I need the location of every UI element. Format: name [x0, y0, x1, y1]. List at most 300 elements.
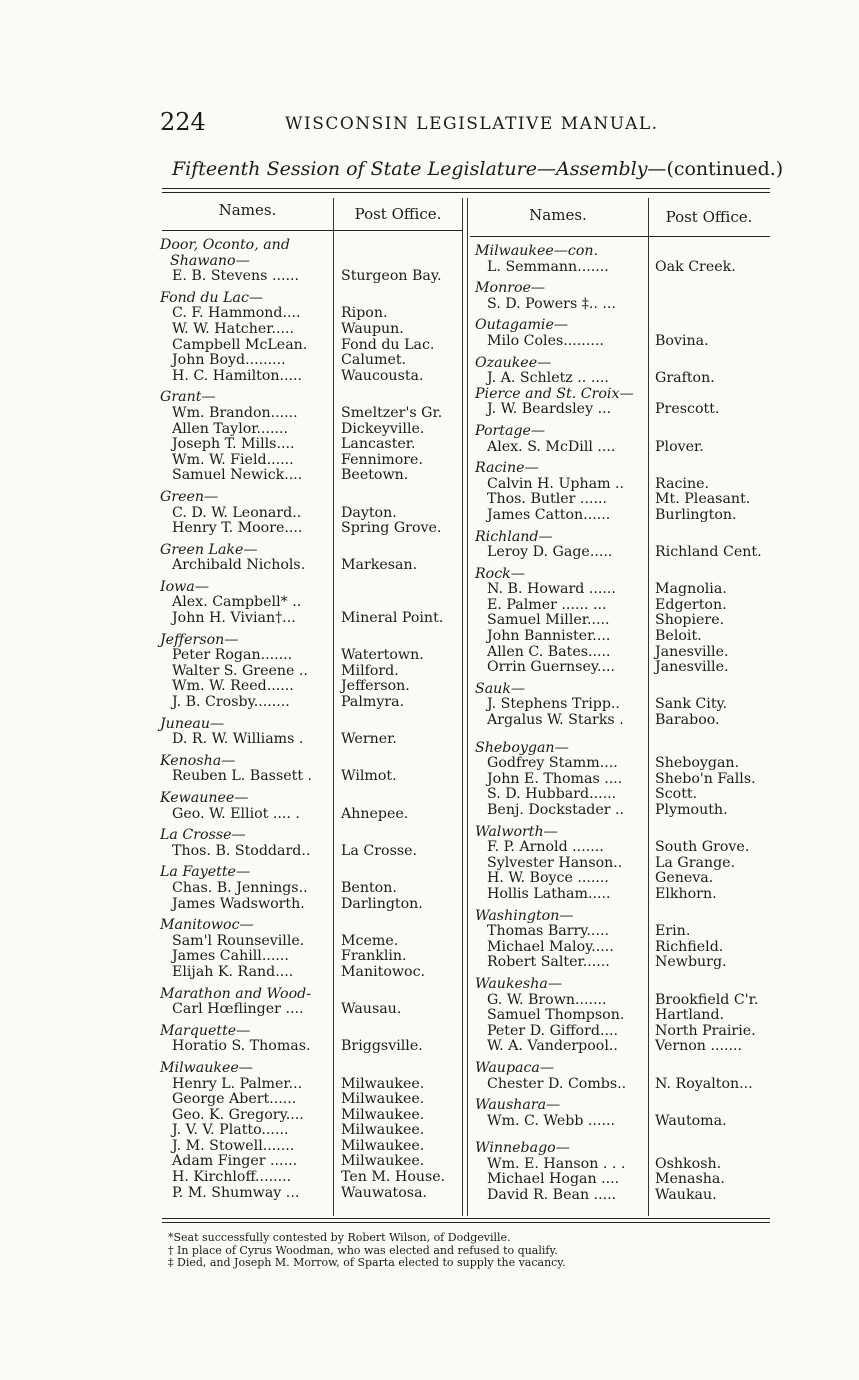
member-name: John Boyd.........	[172, 352, 286, 369]
post-office: Mceme.	[341, 932, 399, 949]
post-office: Wausau.	[341, 1001, 402, 1018]
post-office: Waukau.	[655, 1187, 717, 1204]
caption-plain: (continued.)	[666, 158, 784, 180]
header-rule-left	[162, 230, 462, 231]
county-heading	[475, 318, 770, 334]
post-office: La Grange.	[655, 854, 736, 871]
post-office: Mineral Point.	[341, 610, 444, 627]
member-name: John H. Vivian†...	[172, 610, 296, 627]
county-name: Outagamie—	[475, 317, 569, 334]
member-row	[475, 1008, 770, 1024]
county-name: Juneau—	[160, 715, 225, 732]
member-row	[160, 1108, 460, 1124]
footnote-seat: *Seat successfully contested by Robert Wilson, of Dodgeville.	[168, 1231, 511, 1244]
county-name: Marathon and Wood-	[160, 985, 312, 1002]
county-name: Green—	[160, 488, 219, 505]
member-row	[475, 1172, 770, 1188]
county-heading	[160, 918, 460, 934]
member-row	[160, 769, 460, 785]
member-row	[160, 1092, 460, 1108]
running-head: WISCONSIN LEGISLATIVE MANUAL.	[285, 114, 659, 134]
left-column	[160, 238, 460, 1201]
member-row	[475, 840, 770, 856]
member-name: D. R. W. Williams .	[172, 731, 304, 748]
member-row	[475, 660, 770, 676]
member-row	[160, 506, 460, 522]
member-name: John E. Thomas ....	[487, 770, 623, 787]
post-office: La Crosse.	[341, 842, 418, 859]
member-row	[160, 679, 460, 695]
member-name: Peter Rogan.......	[172, 647, 293, 664]
county-heading	[475, 356, 770, 372]
member-row	[475, 297, 770, 313]
member-name: James Wadsworth.	[172, 895, 305, 912]
member-name: Peter D. Gifford....	[487, 1022, 618, 1039]
county-name: Jefferson—	[160, 631, 239, 648]
member-row	[475, 1188, 770, 1204]
county-heading	[475, 1141, 770, 1157]
post-office: Plymouth.	[655, 802, 728, 818]
post-office: Grafton.	[655, 370, 715, 387]
member-name: J. A. Schletz .. ....	[487, 370, 609, 387]
member-row	[160, 437, 460, 453]
member-name: Leroy D. Gage.....	[487, 544, 613, 561]
post-office: Wilmot.	[341, 768, 397, 785]
post-office: Baraboo.	[655, 712, 720, 729]
member-row	[475, 334, 770, 350]
header-rule-right	[470, 236, 770, 237]
county-heading	[475, 977, 770, 993]
member-name: Horatio S. Thomas.	[172, 1038, 311, 1055]
member-name: John Bannister....	[487, 628, 611, 645]
post-office: Wauwatosa.	[341, 1184, 428, 1201]
divider-center-b	[467, 198, 468, 1216]
member-row	[475, 260, 770, 276]
member-row	[160, 1123, 460, 1139]
county-name: La Fayette—	[160, 864, 251, 881]
member-name: Thos. Butler ......	[487, 491, 607, 508]
county-heading	[160, 754, 460, 770]
member-name: Samuel Thompson.	[487, 1007, 625, 1024]
county-heading	[160, 543, 460, 559]
post-office: Janesville.	[655, 643, 729, 660]
post-office: Milford.	[341, 662, 399, 679]
county-heading	[475, 1061, 770, 1077]
county-name: Richland—	[475, 528, 553, 545]
county-name: Rock—	[475, 565, 525, 582]
county-name: Kenosha—	[160, 752, 236, 769]
post-office: Bovina.	[655, 332, 709, 349]
post-office: Sank City.	[655, 696, 728, 713]
member-name: Allen Taylor.......	[172, 420, 289, 437]
member-row	[160, 949, 460, 965]
member-row	[475, 613, 770, 629]
member-row	[160, 322, 460, 338]
post-office: Shopiere.	[655, 612, 725, 629]
post-office: Dayton.	[341, 504, 397, 521]
member-name: J. V. V. Platto......	[172, 1122, 289, 1139]
county-name: Sheboygan—	[475, 739, 569, 756]
member-row	[160, 353, 460, 369]
post-office: Oak Creek.	[655, 258, 736, 275]
member-name: Sylvester Hanson..	[487, 854, 623, 871]
member-name: Wm. Brandon......	[172, 404, 298, 421]
member-name: George Abert......	[172, 1091, 297, 1108]
member-row	[160, 611, 460, 627]
county-heading	[160, 580, 460, 596]
member-name: Geo. K. Gregory....	[172, 1106, 304, 1123]
member-row	[475, 803, 770, 819]
member-name: Henry T. Moore....	[172, 520, 303, 537]
member-row	[475, 492, 770, 508]
member-row	[475, 940, 770, 956]
county-name: Sauk—	[475, 680, 526, 697]
member-name: L. Semmann.......	[487, 258, 609, 275]
post-office: Elkhorn.	[655, 885, 717, 902]
divider-center-a	[462, 198, 463, 1216]
post-office: Sturgeon Bay.	[341, 268, 442, 285]
county-name: Iowa—	[160, 578, 209, 595]
member-name: H. Kirchloff........	[172, 1169, 292, 1186]
right-names-heading: Names.	[529, 206, 587, 224]
county-heading	[160, 987, 460, 1003]
member-name: C. D. W. Leonard..	[172, 504, 302, 521]
member-row	[160, 1154, 460, 1170]
member-name: Wm. C. Webb ......	[487, 1112, 615, 1129]
bottom-double-rule	[162, 1218, 770, 1223]
member-row	[475, 402, 770, 418]
member-name: Reuben L. Bassett .	[172, 768, 313, 785]
member-row	[160, 306, 460, 322]
county-heading	[160, 1061, 460, 1077]
member-name: S. D. Hubbard......	[487, 786, 617, 803]
post-office: Prescott.	[655, 401, 720, 418]
member-row	[160, 1139, 460, 1155]
member-name: Carl Hœflinger ....	[172, 1001, 304, 1018]
county-heading	[160, 291, 460, 307]
member-name: Wm. W. Field......	[172, 451, 294, 468]
county-name: Kewaunee—	[160, 790, 249, 806]
member-row	[160, 934, 460, 950]
page-header	[160, 108, 770, 138]
post-office: Racine.	[655, 475, 709, 492]
member-row	[475, 787, 770, 803]
post-office: Plover.	[655, 438, 704, 455]
member-name: Thomas Barry.....	[487, 923, 609, 940]
member-name: James Catton......	[487, 506, 611, 523]
county-name: Green Lake—	[160, 541, 258, 558]
member-row	[475, 772, 770, 788]
county-heading	[160, 791, 460, 807]
member-name: Elijah K. Rand....	[172, 963, 294, 980]
member-row	[475, 713, 770, 729]
post-office: Richfield.	[655, 938, 724, 955]
county-name: Pierce and St. Croix—	[475, 385, 634, 402]
member-name: Adam Finger ......	[172, 1153, 298, 1170]
county-heading	[475, 281, 770, 297]
member-name: Joseph T. Mills....	[172, 436, 295, 453]
post-office: Magnolia.	[655, 581, 727, 598]
county-heading	[475, 424, 770, 440]
member-row	[475, 871, 770, 887]
county-name: Portage—	[475, 422, 546, 439]
county-heading	[160, 254, 460, 270]
post-office: Smeltzer's Gr.	[341, 404, 443, 421]
member-name: Samuel Miller.....	[487, 612, 610, 629]
member-name: Archibald Nichols.	[172, 557, 306, 574]
member-name: Michael Maloy.....	[487, 938, 614, 955]
post-office: Milwaukee.	[341, 1122, 425, 1139]
county-name: Shawano—	[170, 252, 250, 269]
member-name: J. M. Stowell.......	[172, 1137, 295, 1154]
right-column	[475, 244, 770, 1204]
post-office: N. Royalton...	[655, 1075, 753, 1092]
member-name: Henry L. Palmer...	[172, 1075, 303, 1092]
post-office: Burlington.	[655, 506, 737, 523]
post-office: Oshkosh.	[655, 1155, 722, 1172]
right-post-office-heading: Post Office.	[665, 208, 753, 226]
county-heading	[475, 530, 770, 546]
member-name: Campbell McLean.	[172, 336, 308, 353]
member-row	[160, 338, 460, 354]
member-name: Hollis Latham.....	[487, 885, 611, 902]
member-name: James Cahill......	[172, 948, 289, 965]
member-row	[160, 406, 460, 422]
post-office: Beloit.	[655, 628, 702, 645]
member-row	[160, 558, 460, 574]
member-name: N. B. Howard ......	[487, 581, 616, 598]
member-row	[475, 629, 770, 645]
county-heading	[475, 682, 770, 698]
member-row	[160, 468, 460, 484]
footnotes	[168, 1232, 566, 1270]
county-heading	[160, 865, 460, 881]
post-office: Wautoma.	[655, 1112, 727, 1129]
post-office: Darlington.	[341, 895, 423, 912]
county-name: Milwaukee—con.	[475, 243, 599, 259]
member-row	[475, 993, 770, 1009]
member-row	[475, 756, 770, 772]
member-name: Calvin H. Upham ..	[487, 475, 625, 492]
county-name: Waupaca—	[475, 1059, 555, 1076]
post-office: Brookfield C'r.	[655, 991, 759, 1008]
post-office: North Prairie.	[655, 1022, 756, 1039]
member-name: Samuel Newick....	[172, 467, 303, 484]
county-heading	[475, 909, 770, 925]
post-office: Manitowoc.	[341, 963, 426, 980]
member-row	[160, 965, 460, 981]
member-name: Thos. B. Stoddard..	[172, 842, 311, 859]
post-office: Benton.	[341, 879, 397, 896]
county-name: La Crosse—	[160, 827, 246, 844]
county-heading	[475, 567, 770, 583]
post-office: Vernon .......	[655, 1038, 743, 1055]
member-row	[475, 1114, 770, 1130]
member-name: S. D. Powers ‡.. ...	[487, 295, 616, 312]
member-row	[475, 440, 770, 456]
county-name: Washington—	[475, 907, 574, 924]
member-name: J. Stephens Tripp..	[487, 696, 620, 713]
post-office: South Grove.	[655, 839, 750, 856]
county-name: Manitowoc—	[160, 917, 254, 934]
member-row	[160, 881, 460, 897]
county-heading	[160, 390, 460, 406]
county-heading	[475, 825, 770, 841]
left-post-office-heading: Post Office.	[354, 205, 442, 223]
member-row	[475, 645, 770, 661]
member-row	[475, 1077, 770, 1093]
post-office: Ten M. House.	[341, 1169, 446, 1186]
post-office: Milwaukee.	[341, 1091, 425, 1108]
post-office: Palmyra.	[341, 694, 405, 711]
member-row	[160, 664, 460, 680]
county-heading	[160, 1024, 460, 1040]
post-office: Newburg.	[655, 954, 727, 971]
member-row	[475, 924, 770, 940]
county-heading	[160, 828, 460, 844]
post-office: Markesan.	[341, 557, 418, 574]
post-office: Edgerton.	[655, 596, 727, 613]
post-office: Menasha.	[655, 1171, 725, 1188]
member-row	[160, 1039, 460, 1055]
member-name: Godfrey Stamm....	[487, 755, 618, 772]
county-heading	[475, 1098, 770, 1114]
post-office: Briggsville.	[341, 1038, 423, 1055]
county-name: Winnebago—	[475, 1140, 570, 1157]
member-name: Orrin Guernsey....	[487, 659, 616, 676]
member-name: Geo. W. Elliot .... .	[172, 805, 300, 822]
member-name: J. B. Crosby........	[172, 694, 290, 711]
member-row	[475, 1157, 770, 1173]
post-office: Richland Cent.	[655, 544, 762, 561]
member-row	[475, 1024, 770, 1040]
member-name: Wm. E. Hanson . . .	[487, 1155, 626, 1172]
member-name: Sam'l Rounseville.	[172, 932, 305, 949]
county-heading	[160, 717, 460, 733]
member-name: Wm. W. Reed......	[172, 678, 294, 695]
post-office: Scott.	[655, 786, 698, 803]
county-heading	[160, 490, 460, 506]
member-name: F. P. Arnold .......	[487, 839, 604, 856]
member-row	[160, 1170, 460, 1186]
county-name: Monroe—	[475, 280, 546, 297]
member-row	[160, 1186, 460, 1202]
post-office: Lancaster.	[341, 436, 416, 453]
member-row	[160, 807, 460, 823]
post-office: Milwaukee.	[341, 1075, 425, 1092]
member-name: Benj. Dockstader ..	[487, 802, 625, 818]
county-name: Grant—	[160, 389, 216, 406]
county-heading	[160, 238, 460, 254]
member-row	[475, 477, 770, 493]
member-name: Alex. S. McDill ....	[487, 438, 616, 455]
county-heading	[475, 387, 770, 403]
footnote-morrow: ‡ Died, and Joseph M. Morrow, of Sparta elected to supply the vacancy.	[168, 1256, 566, 1269]
county-name: Marquette—	[160, 1022, 251, 1039]
post-office: Spring Grove.	[341, 520, 442, 537]
table-caption	[172, 158, 783, 180]
member-row	[475, 697, 770, 713]
member-row	[160, 595, 460, 611]
member-name: Walter S. Greene ..	[172, 662, 308, 679]
member-name: Alex. Campbell* ..	[172, 594, 302, 611]
member-row	[160, 453, 460, 469]
post-office: Milwaukee.	[341, 1137, 425, 1154]
member-row	[475, 508, 770, 524]
member-name: Milo Coles.........	[487, 332, 604, 349]
member-name: W. A. Vanderpool..	[487, 1038, 618, 1055]
county-name: Waushara—	[475, 1097, 561, 1114]
member-row	[160, 648, 460, 664]
member-row	[475, 598, 770, 614]
member-row	[475, 545, 770, 561]
member-name: C. F. Hammond....	[172, 305, 301, 322]
post-office: Sheboygan.	[655, 755, 740, 772]
member-name: David R. Bean .....	[487, 1187, 617, 1204]
member-row	[475, 856, 770, 872]
post-office: Franklin.	[341, 948, 407, 965]
county-name: Milwaukee—	[160, 1059, 253, 1076]
post-office: Waucousta.	[341, 367, 424, 384]
county-name: Waukesha—	[475, 975, 563, 992]
page-number: 224	[160, 108, 206, 136]
post-office: Beetown.	[341, 467, 409, 484]
member-row	[160, 1077, 460, 1093]
post-office: Fond du Lac.	[341, 336, 435, 353]
member-row	[160, 369, 460, 385]
member-name: H. W. Boyce .......	[487, 870, 609, 887]
member-row	[475, 887, 770, 903]
member-name: P. M. Shumway ...	[172, 1184, 300, 1201]
post-office: Waupun.	[341, 320, 404, 337]
footnote-woodman: † In place of Cyrus Woodman, who was elected and refused to qualify.	[168, 1243, 558, 1257]
county-name: Walworth—	[475, 823, 558, 840]
member-row	[160, 897, 460, 913]
caption-italic: Fifteenth Session of State Legislature—Assembly—	[172, 158, 667, 180]
left-names-heading: Names.	[218, 201, 277, 219]
post-office: Mt. Pleasant.	[655, 491, 751, 508]
post-office: Ahnepee.	[341, 805, 409, 822]
county-heading	[475, 461, 770, 477]
member-row	[160, 844, 460, 860]
member-name: Chester D. Combs..	[487, 1075, 627, 1092]
post-office: Watertown.	[341, 647, 424, 664]
post-office: Calumet.	[341, 352, 407, 369]
member-row	[160, 521, 460, 537]
post-office: Milwaukee.	[341, 1153, 425, 1170]
post-office: Janesville.	[655, 659, 729, 676]
county-name: Ozaukee—	[475, 354, 552, 371]
county-name: Fond du Lac—	[160, 289, 264, 306]
member-name: E. Palmer ...... ...	[487, 596, 607, 613]
member-row	[160, 1002, 460, 1018]
post-office: Dickeyville.	[341, 420, 425, 437]
member-name: Argalus W. Starks .	[487, 712, 624, 729]
member-row	[160, 422, 460, 438]
member-row	[475, 1039, 770, 1055]
post-office: Ripon.	[341, 305, 388, 322]
post-office: Jefferson.	[341, 678, 410, 695]
post-office: Shebo'n Falls.	[655, 770, 756, 787]
county-heading	[475, 244, 770, 260]
member-name: Michael Hogan ....	[487, 1171, 620, 1188]
member-name: J. W. Beardsley ...	[487, 401, 612, 418]
post-office: Werner.	[341, 731, 397, 748]
post-office: Erin.	[655, 923, 691, 940]
member-row	[160, 732, 460, 748]
member-name: H. C. Hamilton.....	[172, 367, 303, 384]
member-row	[475, 371, 770, 387]
